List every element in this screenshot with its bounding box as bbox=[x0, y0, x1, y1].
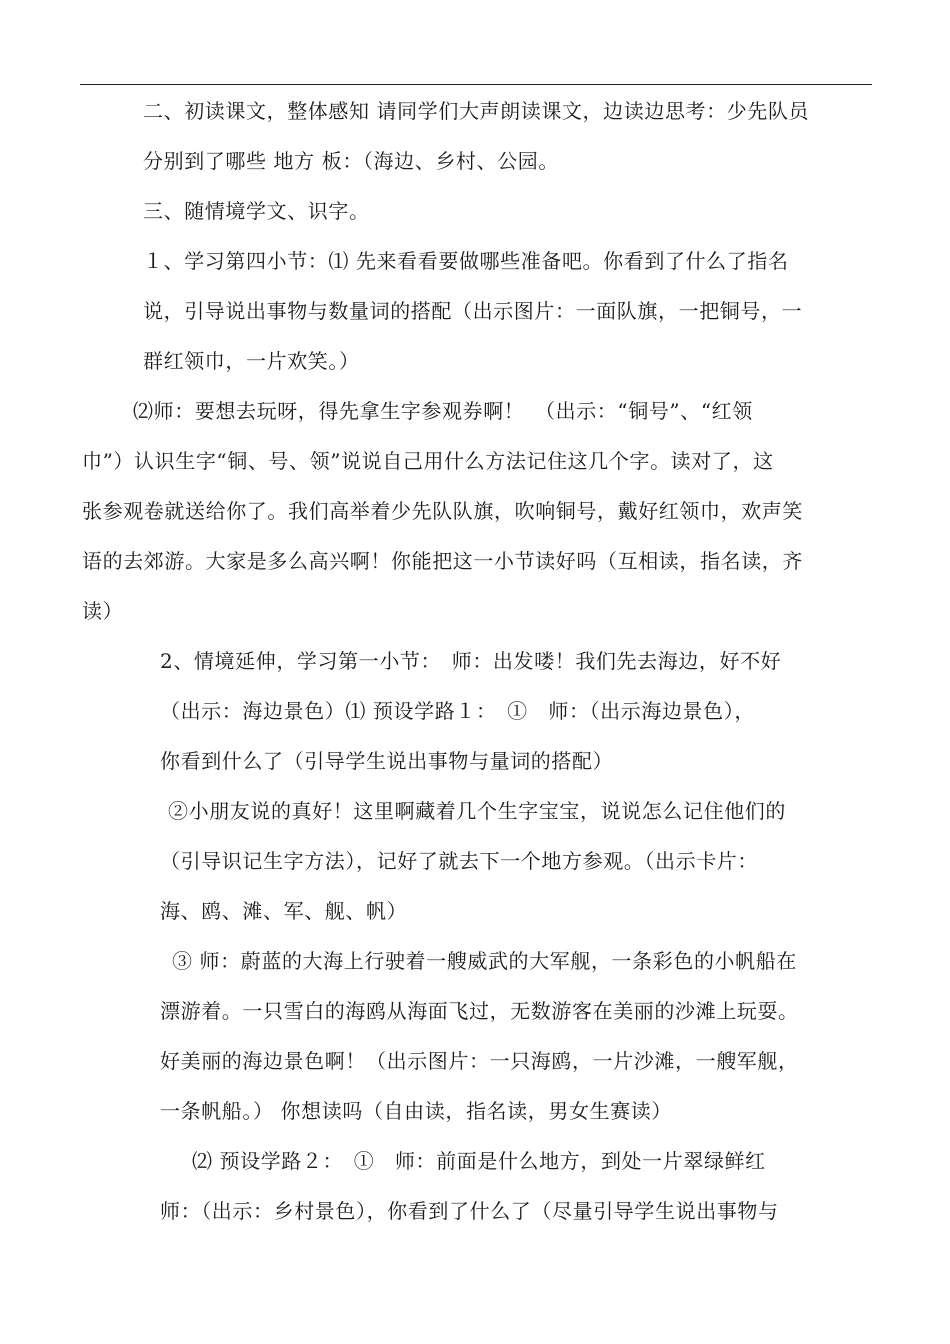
text-line: 海、鸥、滩、军、舰、帆） bbox=[160, 899, 408, 923]
text-line: 漂游着。一只雪白的海鸥从海面飞过，无数游客在美丽的沙滩上玩耍。 bbox=[160, 999, 799, 1023]
text-line: （引导识记生字方法），记好了就去下一个地方参观。（出示卡片： bbox=[160, 849, 758, 873]
section-heading: 三、随情境学文、识字。 bbox=[143, 199, 370, 223]
text-line: 读） bbox=[82, 599, 124, 623]
text-line: 师：（出示：乡村景色），你看到了什么了（尽量引导学生说出事物与 bbox=[160, 1199, 779, 1223]
text-line: ②小朋友说的真好！这里啊藏着几个生字宝宝，说说怎么记住他们的 bbox=[168, 799, 786, 823]
text-line: 一条帆船。） 你想读吗（自由读，指名读，男女生赛读） bbox=[160, 1099, 672, 1123]
text-line: ⑵ 预设学路２： ① 师：前面是什么地方，到处一片翠绿鲜红 bbox=[192, 1149, 766, 1173]
text-line: １、学习第四小节：⑴ 先来看看要做哪些准备吧。你看到了什么了指名 bbox=[143, 249, 789, 273]
text-line: 群红领巾，一片欢笑。） bbox=[143, 349, 360, 373]
header-rule bbox=[80, 84, 872, 85]
text-line: 巾”）认识生字“铜、号、领”说说自己用什么方法记住这几个字。读对了，这 bbox=[82, 449, 774, 473]
text-line: 好美丽的海边景色啊！（出示图片：一只海鸥，一片沙滩，一艘军舰， bbox=[160, 1049, 799, 1073]
text-line: 你看到什么了（引导学生说出事物与量词的搭配） bbox=[160, 749, 614, 773]
text-line: 二、初读课文，整体感知 请同学们大声朗读课文，边读边思考：少先队员 bbox=[143, 99, 810, 123]
text-line: 语的去郊游。大家是多么高兴啊！你能把这一小节读好吗（互相读，指名读，齐 bbox=[82, 549, 803, 573]
text-line: （出示：海边景色）⑴ 预设学路１： ① 师：（出示海边景色）， bbox=[160, 699, 755, 723]
text-line: 说，引导说出事物与数量词的搭配（出示图片：一面队旗，一把铜号，一 bbox=[143, 299, 803, 323]
text-line: 分别到了哪些 地方 板：（海边、乡村、公园。 bbox=[143, 149, 559, 173]
text-line: 张参观卷就送给你了。我们高举着少先队队旗，吹响铜号，戴好红领巾，欢声笑 bbox=[82, 499, 803, 523]
text-line: 2、情境延伸，学习第一小节： 师：出发喽！我们先去海边，好不好 bbox=[160, 649, 782, 673]
text-line: ③ 师：蔚蓝的大海上行驶着一艘威武的大军舰，一条彩色的小帆船在 bbox=[172, 949, 797, 973]
text-line: ⑵师：要想去玩呀，得先拿生字参观券啊！ （出示：“铜号”、“红领 bbox=[133, 399, 753, 423]
